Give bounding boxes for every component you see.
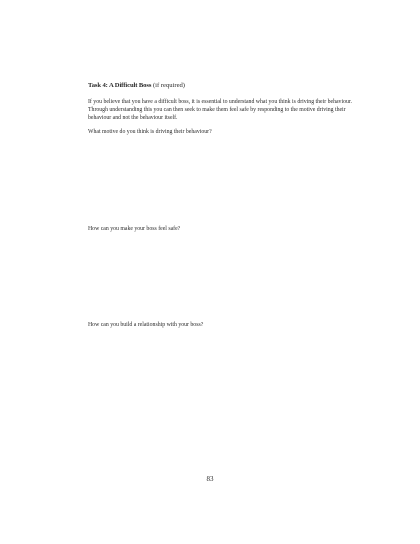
question-motive: What motive do you think is driving their behaviour? bbox=[88, 129, 212, 135]
task-title: Task 4: A Difficult Boss bbox=[88, 82, 152, 89]
question-relationship: How can you build a relationship with your boss? bbox=[88, 322, 204, 328]
page-number: 83 bbox=[206, 475, 214, 483]
task-note: (if required) bbox=[152, 82, 186, 89]
intro-paragraph: If you believe that you have a difficult boss, it is essential to understand what you think is driving their behaviour. Through understanding this you can then seek to make them feel safe by responding to the motive driving their behaviour and not the behaviour itself. bbox=[88, 99, 352, 122]
task-heading bbox=[88, 82, 358, 90]
question-feel-safe: How can you make your boss feel safe? bbox=[88, 226, 181, 232]
